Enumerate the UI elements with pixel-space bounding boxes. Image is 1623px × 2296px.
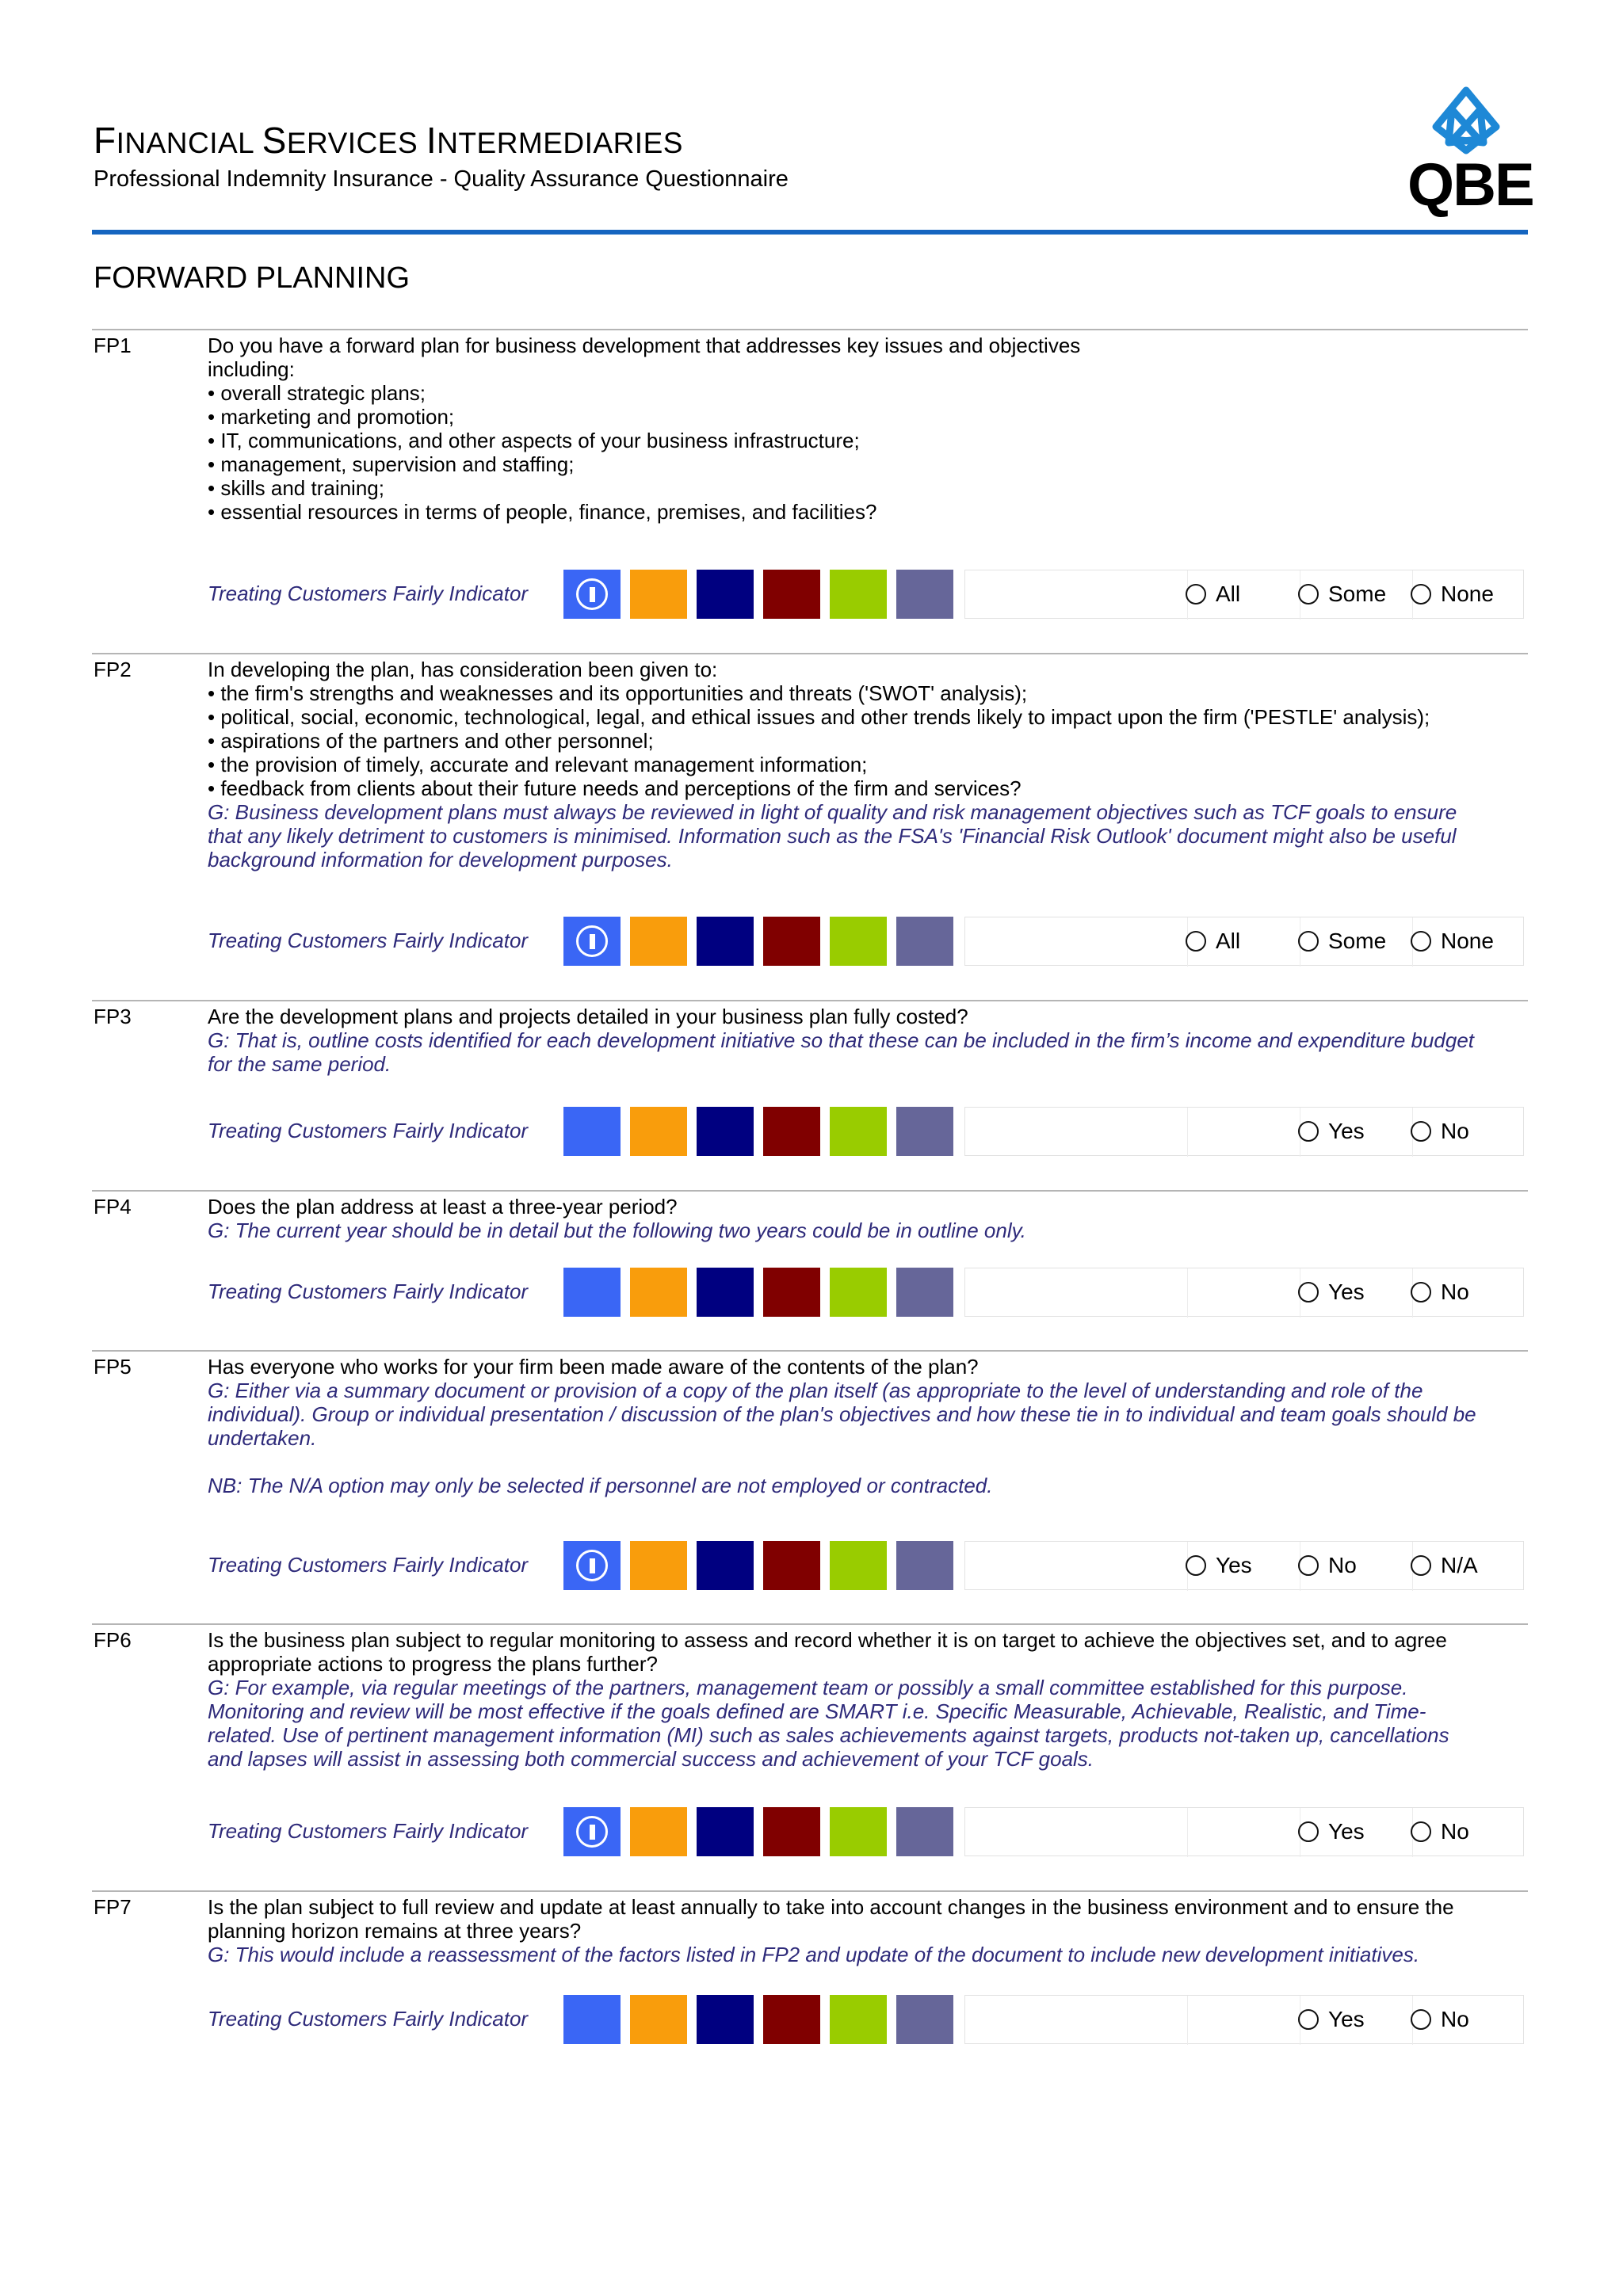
tcf-color-swatch[interactable] [563,1268,621,1317]
tcf-color-swatch[interactable] [563,570,621,619]
tcf-color-swatch[interactable] [563,1541,621,1590]
question-line: • management, supervision and staffing; [208,452,575,476]
radio-button[interactable] [1298,584,1319,605]
section-title: FORWARD PLANNING [94,261,411,295]
guidance-spacer [208,1450,1618,1474]
question-id: FP1 [94,334,132,357]
option-no[interactable] [1411,1280,1469,1305]
tcf-color-swatch[interactable] [563,1107,621,1156]
tcf-color-swatch[interactable] [697,1107,754,1156]
guidance-line: for the same period. [208,1052,391,1076]
option-yes[interactable] [1186,1553,1252,1578]
title-word-3: INTERMEDIARIES [426,120,683,161]
radio-button[interactable] [1298,1555,1319,1576]
option-yes[interactable] [1298,1819,1365,1844]
question-line: • the provision of timely, accurate and relevant management information; [208,753,868,776]
question-line: • the firm's strengths and weaknesses and its opportunities and threats ('SWOT' analysis); [208,681,1028,705]
radio-button[interactable] [1298,1121,1319,1142]
radio-button[interactable] [1411,2009,1431,2030]
radio-button[interactable] [1411,1821,1431,1842]
guidance-line: G: Either via a summary document or provision of a copy of the plan itself (as appropriate to the level of understanding and role of the [208,1379,1423,1402]
question-text [208,1195,1618,1242]
answer-field-divider [1187,1108,1188,1157]
question-line: including: [208,357,295,381]
guidance-line: G: For example, via regular meetings of the partners, management team or possibly a small committee established for this purpose. [208,1676,1408,1699]
question-line: • essential resources in terms of people, finance, premises, and facilities? [208,500,877,524]
question-line: Has everyone who works for your firm been made aware of the contents of the plan? [208,1355,979,1379]
tcf-color-swatch[interactable] [763,1107,820,1156]
option-yes[interactable] [1298,1280,1365,1305]
option-label: Yes [1216,1553,1252,1577]
question-line: Are the development plans and projects detailed in your business plan fully costed? [208,1005,968,1028]
question-text [208,1895,1618,1966]
question-id: FP2 [94,658,132,681]
header-divider [92,230,1528,235]
tcf-color-swatch[interactable] [697,1541,754,1590]
tcf-color-swatch[interactable] [563,1995,621,2044]
tcf-color-swatch[interactable] [630,1807,687,1856]
tcf-indicator-label: Treating Customers Fairly Indicator [208,1553,529,1577]
option-label: Some [1328,582,1387,606]
question-line: appropriate actions to progress the plans further? [208,1652,659,1676]
question-line: planning horizon remains at three years? [208,1919,582,1943]
info-icon[interactable] [576,1550,608,1581]
option-label: No [1441,1280,1469,1304]
question-text [208,1005,1618,1076]
question-id: FP5 [94,1355,132,1379]
tcf-color-swatch[interactable] [697,1807,754,1856]
tcf-color-swatch[interactable] [830,1995,887,2044]
guidance-line: background information for development purposes. [208,848,673,871]
tcf-color-swatch[interactable] [697,917,754,966]
tcf-color-swatch[interactable] [896,917,953,966]
question-line: Do you have a forward plan for business development that addresses key issues and objectives [208,334,1081,357]
question-line: • marketing and promotion; [208,405,455,429]
tcf-indicator-label: Treating Customers Fairly Indicator [208,1119,529,1142]
option-none[interactable] [1411,929,1494,954]
info-icon[interactable] [576,1816,608,1848]
tcf-color-swatch[interactable] [896,1541,953,1590]
tcf-color-swatch[interactable] [697,1995,754,2044]
tcf-color-swatch[interactable] [630,1541,687,1590]
guidance-line: Monitoring and review will be most effective if the goals defined are SMART i.e. Specific Measurable, Achievable, Realistic, and Time- [208,1699,1426,1723]
option-no[interactable] [1298,1553,1357,1578]
radio-button[interactable] [1411,1555,1431,1576]
tcf-color-swatch[interactable] [630,1995,687,2044]
tcf-color-swatch[interactable] [763,1995,820,2044]
question-id: FP7 [94,1895,132,1919]
question-line: • political, social, economic, technological, legal, and ethical issues and other trends likely to impact upon the firm ('PESTLE' analysis); [208,705,1430,729]
radio-button[interactable] [1298,1821,1319,1842]
radio-button[interactable] [1186,1555,1206,1576]
option-none[interactable] [1411,582,1494,607]
radio-button[interactable] [1298,2009,1319,2030]
tcf-color-swatch[interactable] [830,1107,887,1156]
qbe-logo-text: QBE [1407,151,1533,219]
option-some[interactable] [1298,929,1386,954]
guidance-line: and lapses will assist in assessing both commercial success and achievement of your TCF goals. [208,1747,1094,1771]
info-icon[interactable] [576,925,608,957]
question-line: • feedback from clients about their future needs and perceptions of the firm and services? [208,776,1022,800]
option-label: N/A [1441,1553,1478,1577]
option-label: Yes [1328,2007,1365,2031]
tcf-indicator-label: Treating Customers Fairly Indicator [208,582,529,605]
tcf-color-swatch[interactable] [630,1107,687,1156]
guidance-line: NB: The N/A option may only be selected if personnel are not employed or contracted. [208,1474,993,1497]
tcf-color-swatch[interactable] [630,1268,687,1317]
option-label: All [1216,582,1241,606]
guidance-line: G: That is, outline costs identified for each development initiative so that these can be included in the firm’s income and expenditure budget [208,1028,1475,1052]
document-header [94,119,789,193]
tcf-indicator-label: Treating Customers Fairly Indicator [208,929,529,952]
guidance-line: undertaken. [208,1426,317,1450]
radio-button[interactable] [1186,584,1206,605]
option-all[interactable] [1186,582,1240,607]
tcf-color-swatch[interactable] [763,917,820,966]
tcf-color-swatch[interactable] [763,1268,820,1317]
tcf-color-swatch[interactable] [563,917,621,966]
option-all[interactable] [1186,929,1240,954]
answer-field-divider [1187,1996,1188,2045]
info-icon[interactable] [576,578,608,610]
option-yes[interactable] [1298,2007,1365,2032]
tcf-color-swatch[interactable] [896,1807,953,1856]
tcf-color-swatch[interactable] [830,1807,887,1856]
guidance-line: G: The current year should be in detail but the following two years could be in outline only. [208,1219,1026,1242]
guidance-line: related. Use of pertinent management information (MI) such as sales achievements against targets, products not-taken up, cancellations [208,1723,1449,1747]
option-label: No [1328,1553,1357,1577]
tcf-color-swatch[interactable] [697,570,754,619]
option-label: No [1441,1119,1469,1143]
radio-button[interactable] [1411,931,1431,952]
tcf-color-swatch[interactable] [896,1995,953,2044]
radio-button[interactable] [1411,584,1431,605]
document-title [94,119,789,162]
tcf-color-swatch[interactable] [763,1807,820,1856]
question-line: • IT, communications, and other aspects of your business infrastructure; [208,429,860,452]
radio-button[interactable] [1298,931,1319,952]
guidance-line: individual). Group or individual presentation / discussion of the plan's objectives and how these tie in to individual and team goals should be [208,1402,1476,1426]
question-line: Is the business plan subject to regular monitoring to assess and record whether it is on target to achieve the objectives set, and to agree [208,1628,1447,1652]
option-no[interactable] [1411,1119,1469,1144]
tcf-color-swatch[interactable] [896,1107,953,1156]
option-label: Yes [1328,1819,1365,1844]
option-label: All [1216,929,1241,953]
option-no[interactable] [1411,2007,1469,2032]
tcf-color-swatch[interactable] [896,1268,953,1317]
question-line: • overall strategic plans; [208,381,426,405]
tcf-color-swatch[interactable] [763,1541,820,1590]
question-line: In developing the plan, has consideration been given to: [208,658,718,681]
tcf-color-swatch[interactable] [896,570,953,619]
radio-button[interactable] [1411,1121,1431,1142]
question-text [208,1355,1618,1497]
tcf-indicator-label: Treating Customers Fairly Indicator [208,2007,529,2031]
tcf-color-swatch[interactable] [563,1807,621,1856]
option-yes[interactable] [1298,1119,1365,1144]
tcf-color-swatch[interactable] [697,1268,754,1317]
tcf-color-swatch[interactable] [630,570,687,619]
question-line: Is the plan subject to full review and update at least annually to take into account changes in the business environment and to ensure the [208,1895,1454,1919]
option-label: Yes [1328,1119,1365,1143]
guidance-line: G: This would include a reassessment of the factors listed in FP2 and update of the document to include new development initiatives. [208,1943,1420,1966]
title-word-2: SERVICES [262,120,426,161]
tcf-color-swatch[interactable] [830,917,887,966]
question-id: FP4 [94,1195,132,1219]
option-label: None [1441,582,1494,606]
option-label: None [1441,929,1494,953]
question-id: FP3 [94,1005,132,1028]
document-subtitle: Professional Indemnity Insurance - Quality Assurance Questionnaire [94,166,789,192]
option-no[interactable] [1411,1819,1469,1844]
tcf-indicator-label: Treating Customers Fairly Indicator [208,1280,529,1303]
tcf-color-swatch[interactable] [763,570,820,619]
tcf-color-swatch[interactable] [830,570,887,619]
tcf-color-swatch[interactable] [830,1268,887,1317]
answer-field-divider [1187,1268,1188,1318]
guidance-line: G: Business development plans must always be reviewed in light of quality and risk management objectives such as TCF goals to ensure [208,800,1457,824]
option-na[interactable] [1411,1553,1478,1578]
option-label: No [1441,1819,1469,1844]
tcf-color-swatch[interactable] [630,917,687,966]
question-id: FP6 [94,1628,132,1652]
title-word-1: FINANCIAL [94,120,262,161]
radio-button[interactable] [1411,1282,1431,1302]
question-line: • skills and training; [208,476,384,500]
question-text [208,1628,1618,1771]
answer-field-divider [1187,1808,1188,1857]
option-label: No [1441,2007,1469,2031]
question-line: Does the plan address at least a three-year period? [208,1195,678,1219]
guidance-line: that any likely detriment to customers is minimised. Information such as the FSA's 'Financial Risk Outlook' document might also be useful [208,824,1457,848]
radio-button[interactable] [1186,931,1206,952]
option-label: Some [1328,929,1387,953]
question-line: • aspirations of the partners and other personnel; [208,729,654,753]
option-label: Yes [1328,1280,1365,1304]
tcf-indicator-label: Treating Customers Fairly Indicator [208,1819,529,1843]
radio-button[interactable] [1298,1282,1319,1302]
question-text [208,658,1618,871]
tcf-color-swatch[interactable] [830,1541,887,1590]
question-text [208,334,1618,524]
option-some[interactable] [1298,582,1386,607]
